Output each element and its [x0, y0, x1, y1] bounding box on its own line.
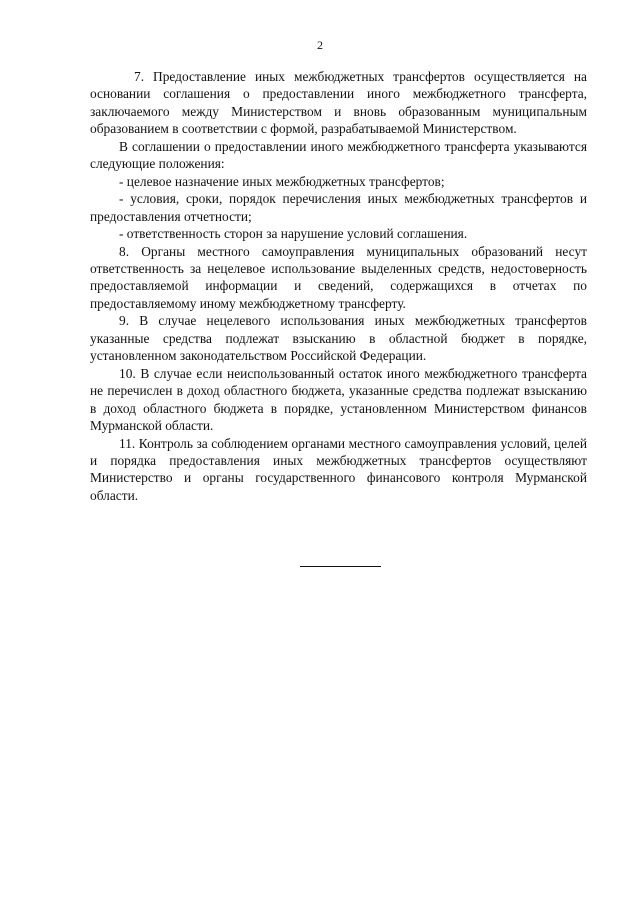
- page-number: 2: [317, 38, 323, 52]
- paragraph-10: 10. В случае если неиспользованный остаток иного межбюджетного трансферта не перечислен в доход областного бюджета, указанные средства подлежат взысканию в доход областного бюджета в порядке, установленном Министерством финансов Мурманской области.: [90, 365, 587, 434]
- end-separator-line: [300, 566, 381, 567]
- paragraph-9: 9. В случае нецелевого использования иных межбюджетных трансфертов указанные средства подлежат взысканию в областной бюджет в порядке, установленном законодательством Российской Федерации.: [90, 313, 587, 364]
- paragraph-11: 11. Контроль за соблюдением органами местного самоуправления условий, целей и порядка предоставления иных межбюджетных трансфертов осуществляют Министерство и органы государственного финансового контроля Мурманской области.: [90, 435, 587, 503]
- list-item: - целевое назначение иных межбюджетных трансфертов;: [119, 173, 445, 189]
- document-body: [90, 68, 587, 504]
- list-item: - ответственность сторон за нарушение условий соглашения.: [119, 226, 468, 242]
- paragraph-7: 7. Предоставление иных межбюджетных трансфертов осуществляется на основании соглашения о предоставлении иного межбюджетного трансферта, заключаемого между Министерством и вновь образованным муниципальным образованием в соответствии с формой, разрабатываемой Министерством.: [90, 69, 587, 137]
- paragraph-agreement-intro: В соглашении о предоставлении иного межбюджетного трансферта указываются следующие положения:: [90, 138, 587, 172]
- paragraph-8: 8. Органы местного самоуправления муниципальных образований несут ответственность за нецелевое использование выделенных средств, недостоверность предоставляемой информации и сведений, содержащихся в отчетах по предоставляемому иному межбюджетному трансферту.: [90, 243, 587, 311]
- list-item: - условия, сроки, порядок перечисления иных межбюджетных трансфертов и предоставления отчетности;: [90, 191, 587, 224]
